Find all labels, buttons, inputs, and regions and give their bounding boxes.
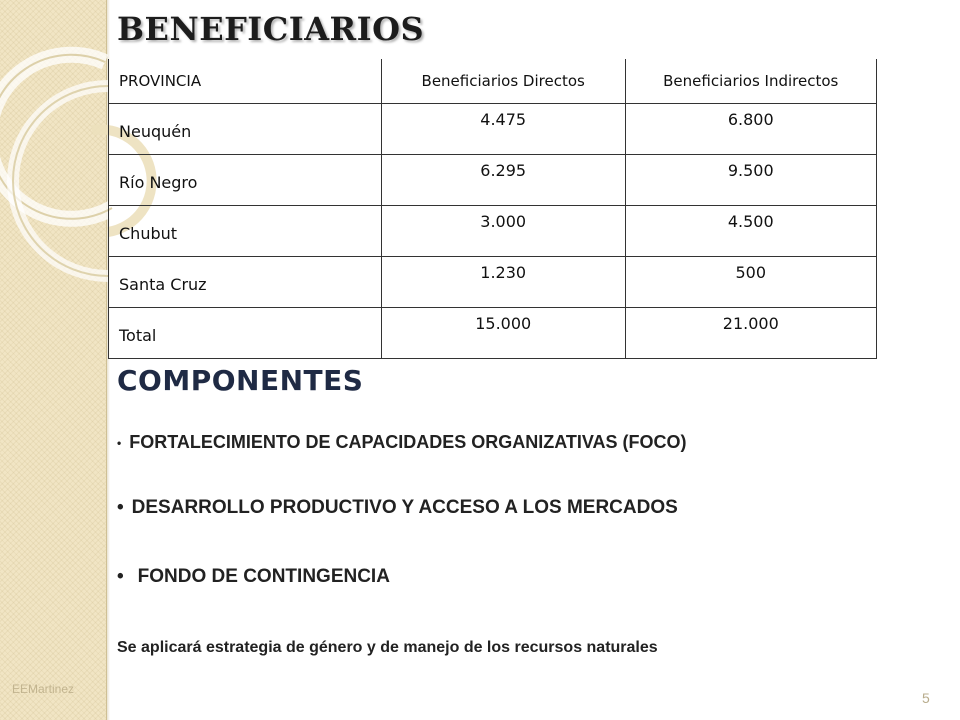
component-label: FORTALECIMIENTO DE CAPACIDADES ORGANIZATIVAS (FOCO) [129,432,687,452]
total-direct-cell: 15.000 [381,308,625,359]
direct-cell: 6.295 [381,155,625,206]
column-header-indirect: Beneficiarios Indirectos [625,59,876,104]
column-header-direct: Beneficiarios Directos [381,59,625,104]
beneficiaries-table [108,59,877,359]
table-row [109,206,877,257]
component-item [117,432,687,453]
indirect-cell: 500 [625,257,876,308]
table-row [109,257,877,308]
table-row [109,104,877,155]
strategy-note: Se aplicará estrategia de género y de manejo de los recursos naturales [117,639,658,656]
decorative-sidebar [0,0,107,720]
province-cell: Neuquén [109,104,382,155]
indirect-cell: 6.800 [625,104,876,155]
component-item [117,497,678,519]
bullet-icon: • [117,566,124,587]
table-total-row [109,308,877,359]
total-indirect-cell: 21.000 [625,308,876,359]
page-title: BENEFICIARIOS [117,10,425,48]
component-label: DESARROLLO PRODUCTIVO Y ACCESO A LOS MERCADOS [131,497,678,518]
column-header-province: PROVINCIA [109,59,382,104]
province-cell: Chubut [109,206,382,257]
bullet-icon: • [117,497,124,518]
component-label: FONDO DE CONTINGENCIA [137,566,390,587]
indirect-cell: 4.500 [625,206,876,257]
indirect-cell: 9.500 [625,155,876,206]
total-label-cell: Total [109,308,382,359]
table-row [109,155,877,206]
components-heading: COMPONENTES [117,364,364,397]
direct-cell: 3.000 [381,206,625,257]
table-header-row [109,59,877,104]
direct-cell: 1.230 [381,257,625,308]
page-number: 5 [922,690,930,706]
direct-cell: 4.475 [381,104,625,155]
bullet-icon: • [117,435,122,450]
author-label: EEMartinez [12,682,75,696]
province-cell: Santa Cruz [109,257,382,308]
component-item [117,566,390,588]
province-cell: Río Negro [109,155,382,206]
